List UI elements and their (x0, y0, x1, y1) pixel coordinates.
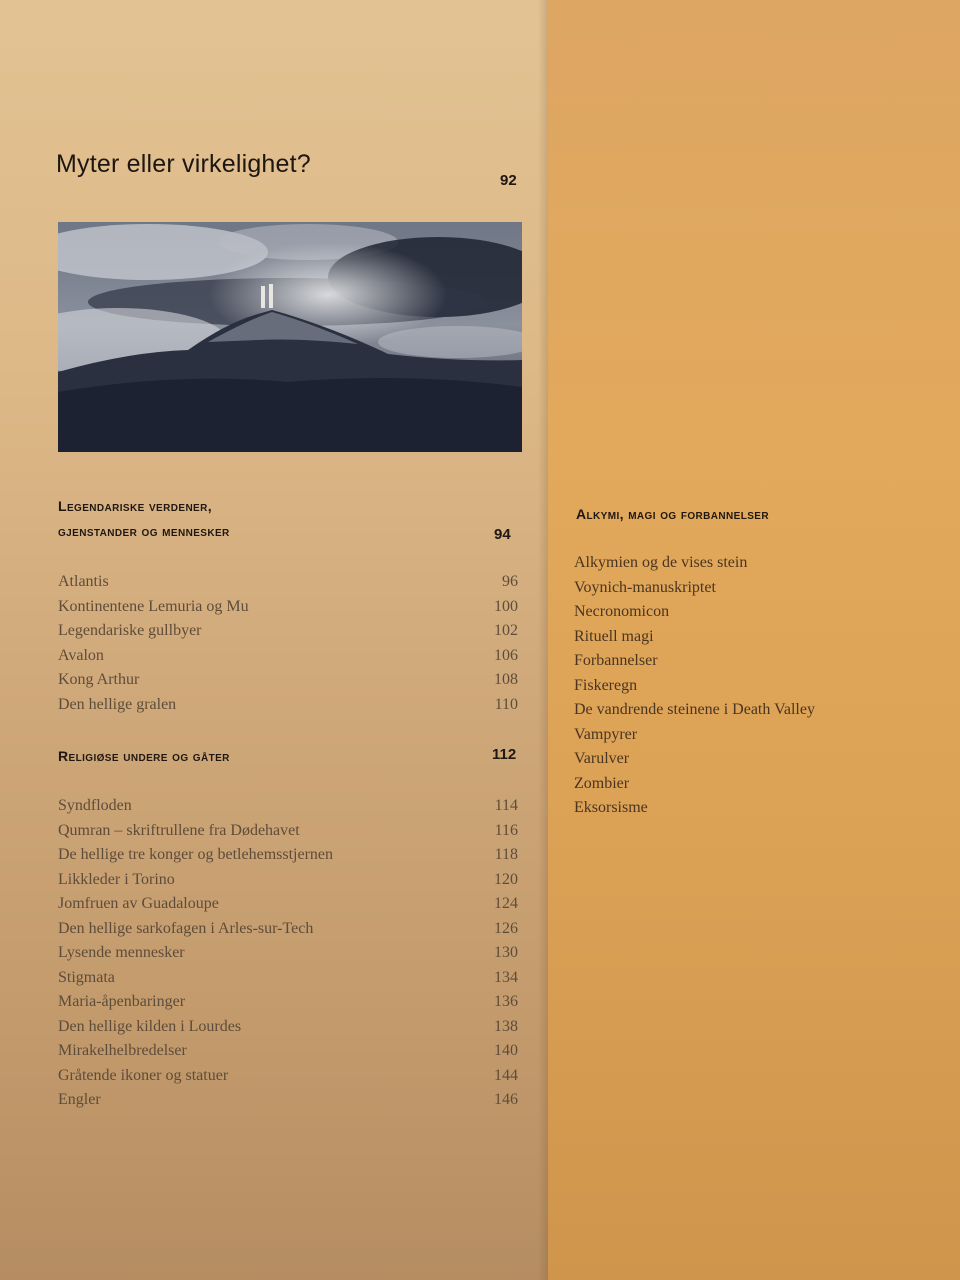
section-heading-line: Religiøse undere og gåter (58, 748, 230, 764)
toc-list-alchemy (574, 551, 944, 821)
toc-list-religious (58, 794, 518, 1113)
toc-entry-title: Likkleder i Torino (58, 870, 175, 888)
toc-entry (574, 649, 944, 674)
toc-entry (58, 1088, 518, 1113)
toc-list-legendary (58, 570, 518, 717)
toc-entry (574, 747, 944, 772)
toc-entry-page: 106 (494, 646, 518, 664)
toc-entry-title: Syndfloden (58, 797, 132, 814)
section-heading-religious (58, 744, 230, 769)
toc-entry (58, 941, 518, 966)
section-page-number: 112 (492, 746, 517, 763)
section-page-number: 94 (494, 526, 511, 543)
chapter-title: Myter eller virkelighet? (56, 150, 311, 178)
toc-entry-title: Varulver (574, 750, 630, 767)
toc-entry (574, 772, 944, 797)
toc-entry-title: Den hellige gralen (58, 695, 177, 713)
toc-entry (574, 674, 944, 699)
toc-entry-page: 108 (494, 671, 518, 688)
toc-entry (58, 990, 518, 1015)
chapter-page-number: 92 (500, 172, 517, 189)
toc-entry-title: Necronomicon (574, 603, 670, 620)
toc-entry (58, 1015, 518, 1040)
toc-entry-title: Jomfruen av Guadaloupe (58, 895, 219, 912)
toc-entry (574, 600, 944, 625)
toc-entry-page: 124 (494, 895, 518, 912)
toc-entry-title: Mirakelhelbredelser (58, 1042, 187, 1059)
toc-entry (58, 794, 518, 819)
toc-entry-title: Eksorsisme (574, 799, 648, 816)
toc-entry (574, 576, 944, 601)
toc-entry-title: Forbannelser (574, 652, 658, 669)
toc-entry-title: Kontinentene Lemuria og Mu (58, 597, 249, 615)
toc-entry (58, 1039, 518, 1064)
toc-entry-page: 138 (494, 1017, 518, 1035)
toc-entry-title: Alkymien og de vises stein (574, 554, 748, 571)
toc-entry-page: 134 (494, 968, 518, 986)
toc-entry-page: 96 (502, 573, 518, 590)
toc-entry (574, 698, 944, 723)
toc-entry-page: 116 (494, 821, 518, 839)
toc-entry-title: Legendariske gullbyer (58, 622, 202, 639)
toc-entry (58, 892, 518, 917)
toc-entry-page: 110 (494, 695, 518, 713)
toc-entry-title: Atlantis (58, 573, 109, 590)
toc-entry-title: Voynich-manuskriptet (574, 578, 716, 596)
toc-entry (574, 551, 944, 576)
toc-entry (58, 966, 518, 991)
toc-entry (574, 625, 944, 650)
toc-entry (58, 843, 518, 868)
toc-entry (58, 1064, 518, 1089)
toc-entry-title: Rituell magi (574, 627, 654, 645)
toc-entry-page: 146 (494, 1091, 518, 1108)
toc-entry-title: Maria-åpenbaringer (58, 993, 186, 1010)
toc-entry-page: 140 (494, 1042, 518, 1059)
toc-entry-title: Gråtende ikoner og statuer (58, 1066, 229, 1084)
toc-entry (58, 868, 518, 893)
toc-entry-page: 136 (494, 993, 518, 1010)
section-heading-line: Legendariske verdener, (58, 498, 213, 514)
section-heading-legendary (58, 494, 230, 544)
toc-entry (58, 668, 518, 693)
toc-entry (574, 796, 944, 821)
toc-entry-page: 144 (494, 1066, 518, 1084)
section-heading-line: Alkymi, magi og forbannelser (576, 506, 769, 522)
toc-entry-title: Stigmata (58, 968, 115, 986)
toc-entry-page: 126 (494, 919, 518, 937)
toc-entry (58, 644, 518, 669)
toc-entry-page: 100 (494, 597, 518, 615)
section-heading-line: gjenstander og mennesker (58, 523, 230, 539)
toc-entry (58, 595, 518, 620)
toc-entry-title: De vandrende steinene i Death Valley (574, 701, 815, 718)
toc-entry-page: 120 (494, 870, 518, 888)
toc-entry-title: Avalon (58, 646, 104, 664)
toc-entry-page: 130 (494, 944, 518, 961)
toc-entry-page: 118 (494, 846, 518, 863)
chapter-photo (58, 222, 522, 452)
toc-entry-page: 114 (494, 797, 518, 814)
toc-entry-title: Engler (58, 1091, 101, 1108)
toc-entry-title: Den hellige kilden i Lourdes (58, 1017, 242, 1035)
toc-entry-title: Zombier (574, 774, 630, 792)
toc-entry-page: 102 (494, 622, 518, 639)
toc-entry (58, 570, 518, 595)
toc-entry-title: Qumran – skriftrullene fra Dødehavet (58, 821, 300, 839)
right-page (548, 0, 960, 1280)
toc-entry (58, 917, 518, 942)
toc-entry-title: Den hellige sarkofagen i Arles-sur-Tech (58, 919, 314, 937)
toc-entry-title: Vampyrer (574, 725, 638, 743)
toc-entry-title: Kong Arthur (58, 671, 140, 688)
toc-entry-title: Fiskeregn (574, 676, 638, 694)
section-heading-alchemy (576, 502, 769, 527)
toc-entry-title: De hellige tre konger og betlehemsstjernen (58, 846, 334, 863)
toc-entry (58, 819, 518, 844)
toc-entry-title: Lysende mennesker (58, 944, 185, 961)
toc-entry (58, 693, 518, 718)
toc-entry (58, 619, 518, 644)
toc-entry (574, 723, 944, 748)
